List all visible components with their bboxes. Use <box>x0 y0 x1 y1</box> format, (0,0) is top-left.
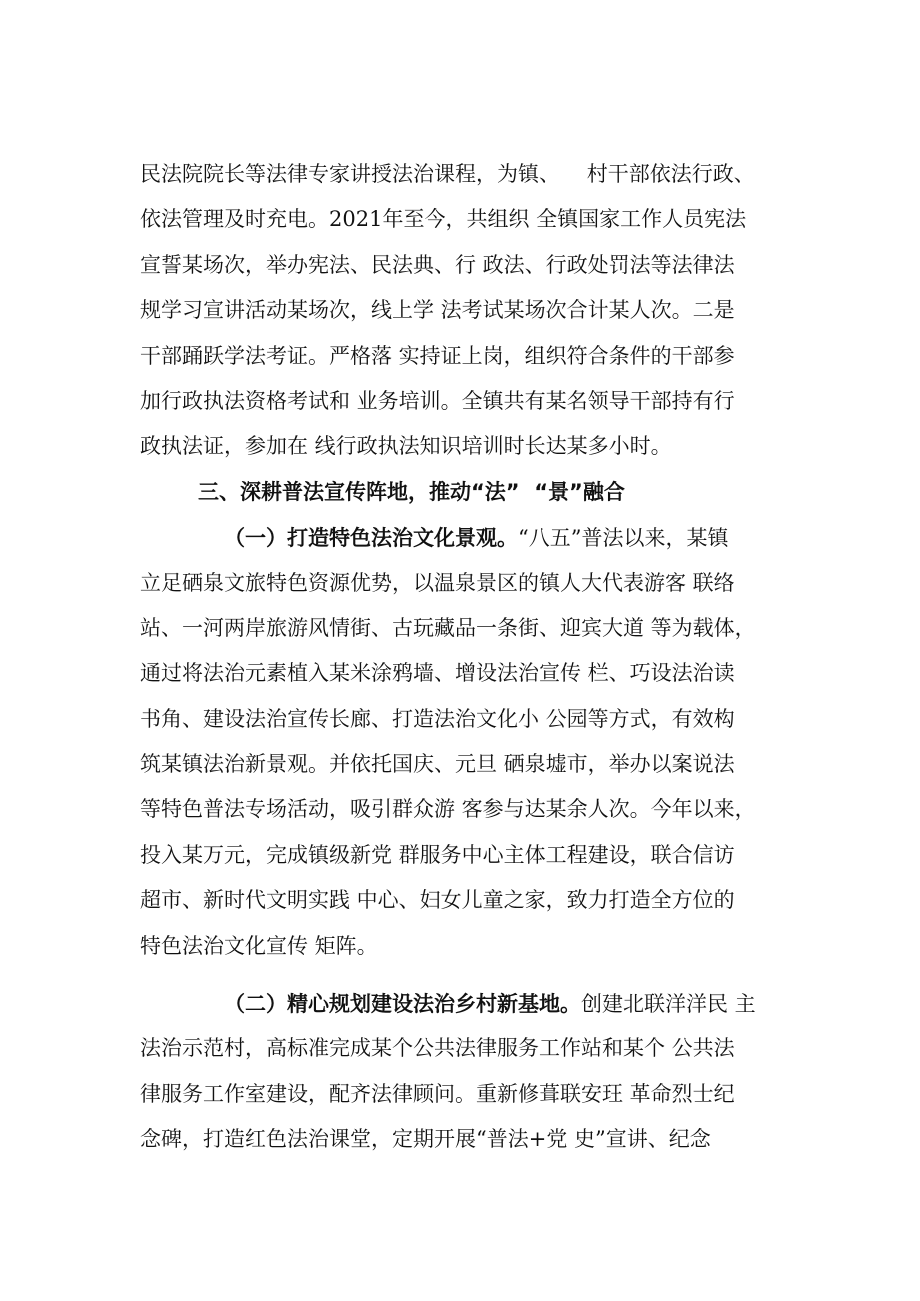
subsection-text: 创建北联洋洋民 主 <box>581 992 756 1017</box>
paragraph-line: 民法院院长等法律专家讲授法治课程，为镇、 村干部依法行政、 <box>140 162 755 186</box>
subsection-title: （二）精心规划建设法治乡村新基地。 <box>224 991 581 1017</box>
subsection-first-line <box>140 981 800 1026</box>
paragraph-line: 站、一河两岸旅游风情街、古玩藏品一条街、迎宾大道 等为载体， <box>140 615 756 640</box>
paragraph-line: 超市、新时代文明实践 中心、妇女儿童之家，致力打造全方位的 <box>140 888 735 913</box>
paragraph-line: 投入某万元，完成镇级新党 群服务中心主体工程建设，联合信访 <box>140 842 735 867</box>
paragraph-line: 筑某镇法治新景观。并依托国庆、元旦 硒泉墟市，举办以案说法 <box>140 752 735 777</box>
paragraph-line: 加行政执法资格考试和 业务培训。全镇共有某名领导干部持有行 <box>140 388 735 413</box>
document-body <box>140 152 800 1163</box>
paragraph-line: 干部踊跃学法考证。严格落 实持证上岗，组织符合条件的干部参 <box>140 343 735 368</box>
paragraph-line: 规学习宣讲活动某场次，线上学 法考试某场次合计某人次。二是 <box>140 298 735 323</box>
paragraph-line: 特色法治文化宣传 矩阵。 <box>140 933 378 958</box>
paragraph-line: 通过将法治元素植入某米涂鸦墙、增设法治宣传 栏、巧设法治读 <box>140 661 735 686</box>
subsection-title: （一）打造特色法治文化景观。 <box>224 525 518 551</box>
subsection-text: “八五”普法以来，某镇 <box>518 526 729 551</box>
paragraph-line: 政执法证，参加在 线行政执法知识培训时长达某多小时。 <box>140 434 672 459</box>
paragraph-line: 书角、建设法治宣传长廊、打造法治文化小 公园等方式，有效构 <box>140 706 735 731</box>
paragraph-line: 依法管理及时充电。2021年至今，共组织 全镇国家工作人员宪法 <box>140 207 747 232</box>
paragraph-gap <box>140 969 800 981</box>
paragraph-line: 立足硒泉文旅特色资源优势，以温泉景区的镇人大代表游客 联络 <box>140 570 735 595</box>
section-heading: 三、深耕普法宣传阵地，推动“法” “景”融合 <box>198 479 625 504</box>
paragraph-line: 法治示范村，高标准完成某个公共法律服务工作站和某个 公共法 <box>140 1036 735 1061</box>
subsection-first-line <box>140 515 800 560</box>
paragraph-line: 宣誓某场次，举办宪法、民法典、行 政法、行政处罚法等法律法 <box>140 252 735 277</box>
paragraph-line: 等特色普法专场活动，吸引群众游 客参与达某余人次。今年以来， <box>140 797 756 822</box>
paragraph-line: 念碑，打造红色法治课堂，定期开展“普法+党 史”宣讲、纪念 <box>140 1127 711 1152</box>
paragraph-line: 律服务工作室建设，配齐法律顾问。重新修葺联安玨 革命烈士纪 <box>140 1081 735 1106</box>
